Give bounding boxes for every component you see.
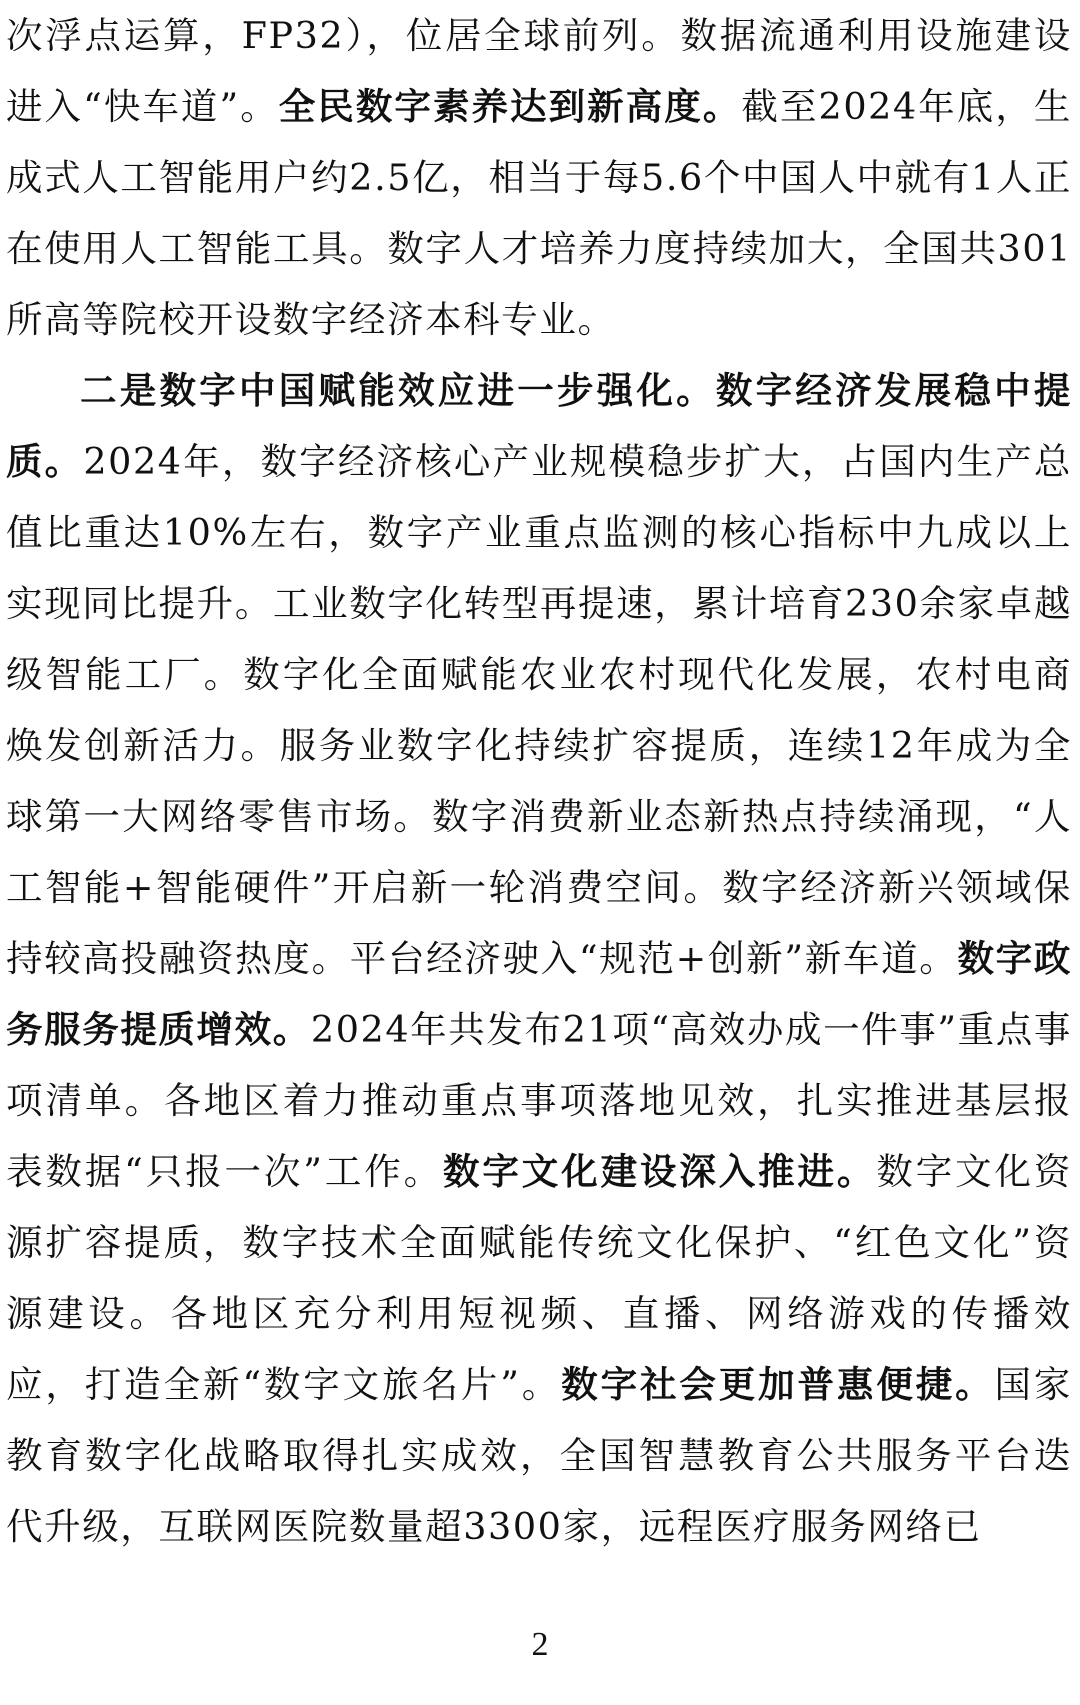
- paragraph-2-text-2: 2024年共发布21项“高效办成一件事”重点事项清单。各地区着力推动重点事项落地见效，扎实推进基层报表数据“只报一次”工作。: [6, 1008, 1072, 1193]
- paragraph-2-text-3: 数字文化资源扩容提质，数字技术全面赋能传统文化保护、“红色文化”资源建设。各地区充分利用短视频、直播、网络游戏的传播效应，打造全新“数字文旅名片”。: [6, 1150, 1072, 1406]
- paragraph-2-bold-subheading-3: 数字社会更加普惠便捷。: [561, 1363, 995, 1406]
- body-text: [6, 0, 1072, 1562]
- paragraph-2-bold-subheading-1: 数字政务服务提质增效。: [6, 937, 1072, 1051]
- paragraph-2-text-4: 国家教育数字化战略取得扎实成效，全国智慧教育公共服务平台迭代升级，互联网医院数量超3300家，远程医疗服务网络已: [6, 1363, 1072, 1548]
- paragraph-1-text-2: 截至2024年底，生成式人工智能用户约2.5亿，相当于每5.6个中国人中就有1人正在使用人工智能工具。数字人才培养力度持续加大，全国共301所高等院校开设数字经济本科专业。: [6, 85, 1072, 341]
- paragraph-2: [6, 355, 1072, 1562]
- paragraph-1: [6, 0, 1072, 355]
- paragraph-1-text-1: 次浮点运算，FP32），位居全球前列。数据流通利用设施建设进入“快车道”。: [6, 14, 1072, 128]
- paragraph-2-bold-subheading-2: 数字文化建设深入推进。: [443, 1150, 877, 1193]
- paragraph-2-bold-heading: 二是数字中国赋能效应进一步强化。数字经济发展稳中提质。: [6, 369, 1072, 483]
- page-number: 2: [531, 1626, 549, 1663]
- paragraph-1-bold-heading: 全民数字素养达到新高度。: [278, 85, 742, 128]
- paragraph-2-text-1: 2024年，数字经济核心产业规模稳步扩大，占国内生产总值比重达10%左右，数字产业重点监测的核心指标中九成以上实现同比提升。工业数字化转型再提速，累计培育230余家卓越级智能工厂。数字化全面赋能农业农村现代化发展，农村电商焕发创新活力。服务业数字化持续扩容提质，连续12年成为全球第一大网络零售市场。数字消费新业态新热点持续涌现，“人工智能+智能硬件”开启新一轮消费空间。数字经济新兴领域保持较高投融资热度。平台经济驶入“规范+创新”新车道。: [6, 440, 1072, 980]
